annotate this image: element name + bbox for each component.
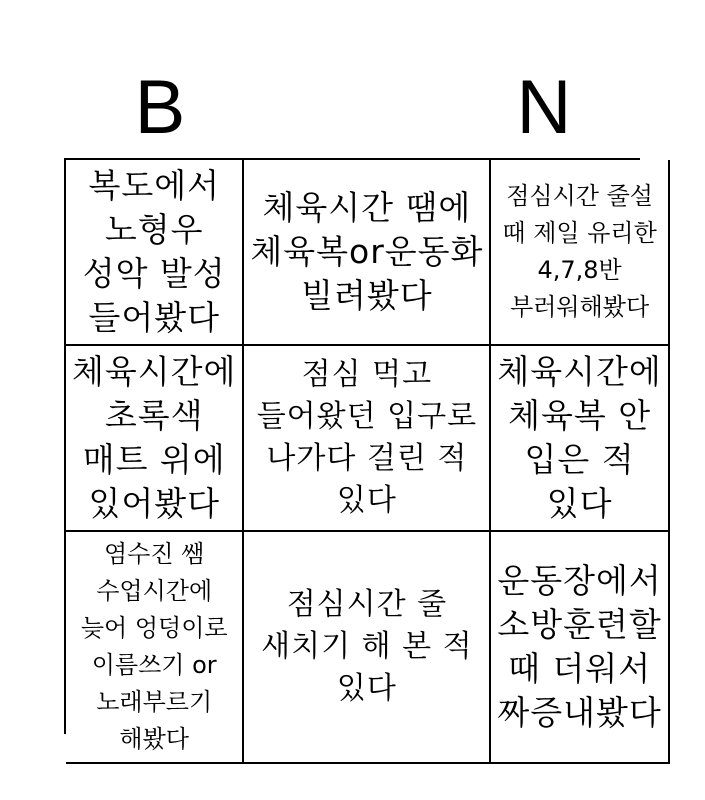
bingo-cell[interactable] — [244, 346, 491, 532]
bingo-cell[interactable] — [491, 346, 669, 532]
header-letter-n: N — [516, 65, 572, 150]
header-letter-blank — [256, 68, 448, 148]
bingo-cell-text: 점심 먹고 들어왔던 입구로 나가다 걸린 적 있다 — [256, 357, 478, 518]
header-letter-b: B — [134, 65, 186, 150]
bingo-cell-text: 체육시간에 체육복 안 입은 적 있다 — [497, 352, 662, 523]
bingo-cell[interactable] — [66, 160, 244, 346]
bingo-cell-text: 점심시간 줄설 때 제일 유리한 4,7,8반 부러워해봤다 — [502, 182, 657, 321]
bingo-cell[interactable] — [491, 160, 669, 346]
bingo-cell[interactable] — [244, 160, 491, 346]
bingo-cell-text: 체육시간 땜에 체육복or운동화 빌려봤다 — [250, 188, 484, 315]
bingo-cell-text: 운동장에서 소방훈련할 때 더워서 짜증내봤다 — [497, 561, 662, 732]
bingo-grid — [64, 158, 662, 753]
bingo-cell-text: 체육시간에 초록색 매트 위에 있어봤다 — [72, 352, 237, 523]
bingo-cell-text: 복도에서 노형우 성악 발성 들어봤다 — [82, 166, 226, 337]
bingo-cell[interactable] — [66, 346, 244, 532]
bingo-cell-text: 점심시간 줄 새치기 해 본 적 있다 — [261, 587, 473, 706]
bingo-cell[interactable] — [491, 532, 669, 764]
bingo-cell-text: 염수진 쌤 수업시간에 늦어 엉덩이로 이름쓰기 or 노래부르기 해봤다 — [80, 540, 228, 753]
bingo-cell[interactable] — [244, 532, 491, 764]
bingo-cell[interactable] — [66, 532, 244, 764]
